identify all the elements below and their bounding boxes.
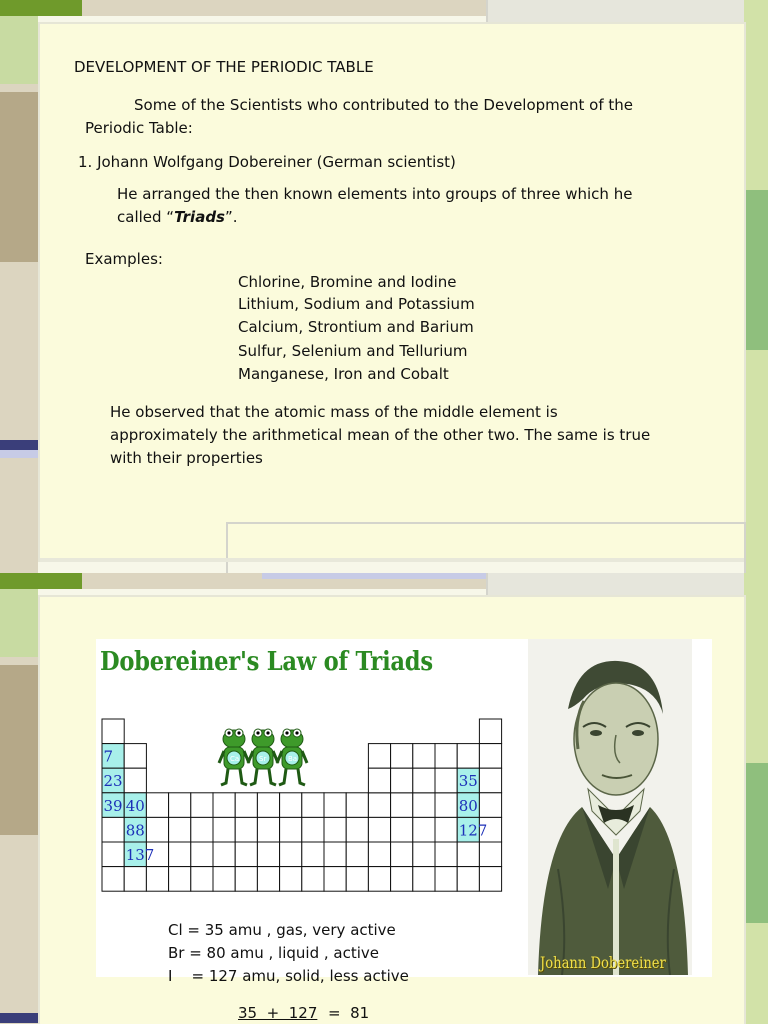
pale-blue-stripe [0,450,38,458]
table-cell [124,867,146,892]
table-cell [257,817,279,842]
table-cell [191,867,213,892]
element-mass-number: 23 [103,772,123,791]
table-cell [391,744,413,769]
observation-line: with their properties [110,449,263,467]
table-cell [413,842,435,867]
tan-block [0,92,38,262]
table-cell [413,744,435,769]
arranged-prefix: called “ [117,208,175,226]
intro-line-2: Periodic Table: [85,119,193,137]
light-green-block [0,589,38,657]
observation-line: He observed that the atomic mass of the middle element is [110,403,558,421]
element-mass-number: 7 [103,747,114,766]
table-cell [102,719,124,744]
table-cell [169,867,191,892]
frog-element-label: Ba [288,755,298,763]
calc-numerator: 35 + 127 [238,1004,318,1022]
table-cell [479,842,501,867]
element-mass-number: 39 [103,796,123,815]
frog-element-label: Sr [259,755,267,763]
table-cell [391,817,413,842]
table-cell [435,817,457,842]
table-cell [235,793,257,818]
table-cell [302,817,324,842]
table-cell [213,842,235,867]
table-cell [457,842,479,867]
element-mass-number: 137 [125,846,155,864]
table-cell [257,842,279,867]
arranged-suffix: ”. [225,208,238,226]
example-item: Sulfur, Selenium and Tellurium [238,342,468,360]
example-item: Manganese, Iron and Cobalt [238,365,449,383]
table-cell [479,768,501,793]
observation-line: approximately the arithmetical mean of the other two. The same is true [110,426,651,444]
table-cell [213,867,235,892]
tan-block [0,665,38,835]
table-cell [235,817,257,842]
bottom-right-frame [226,522,746,573]
table-cell [235,842,257,867]
frog-element-label: Ca [230,755,240,763]
illustration-title: Dobereiner's Law of Triads [100,647,433,677]
table-cell [302,793,324,818]
table-cell [435,768,457,793]
table-cell [457,867,479,892]
table-cell [146,793,168,818]
table-cell [124,768,146,793]
portrait-caption: Johann Dobereiner [540,953,666,972]
table-cell [324,817,346,842]
arranged-line-1: He arranged the then known elements into groups of three which he [117,185,633,203]
scientist-heading: 1. Johann Wolfgang Dobereiner (German scientist) [78,153,456,171]
element-mass-number: 40 [125,796,145,815]
top-strip [82,0,486,16]
table-cell [213,817,235,842]
portrait-drawing [528,639,692,975]
table-cell [324,867,346,892]
table-cell [435,744,457,769]
element-mass-number: 88 [125,821,145,840]
table-cell [435,842,457,867]
green-corner-accent [0,0,82,16]
table-cell [102,842,124,867]
table-cell [169,793,191,818]
table-cell [257,867,279,892]
table-cell [169,842,191,867]
table-cell [391,768,413,793]
table-cell [368,842,390,867]
table-cell [368,867,390,892]
table-cell [368,793,390,818]
light-green-block [0,16,38,84]
element-mass-number: 35 [458,772,478,791]
right-green-block [744,190,768,350]
table-cell [280,793,302,818]
table-cell [435,867,457,892]
table-cell [302,842,324,867]
table-cell [213,793,235,818]
table-cell [435,793,457,818]
table-cell [368,768,390,793]
table-cell [102,867,124,892]
table-cell [368,817,390,842]
fact-line: I = 127 amu, solid, less active [168,967,409,985]
table-cell [413,793,435,818]
table-cell [280,817,302,842]
table-cell [413,817,435,842]
table-cell [124,744,146,769]
table-cell [191,793,213,818]
table-cell [346,793,368,818]
left-margin-strip [0,0,38,573]
table-cell [324,842,346,867]
fact-line: Br = 80 amu , liquid , active [168,944,379,962]
table-cell [346,842,368,867]
intro-line-1: Some of the Scientists who contributed to the Development of the [134,96,634,114]
navy-stripe [0,440,38,450]
table-cell [391,793,413,818]
table-cell [102,817,124,842]
table-cell [479,793,501,818]
example-item: Lithium, Sodium and Potassium [238,295,475,313]
slide-law-of-triads [0,573,768,1024]
table-cell [280,842,302,867]
example-item: Calcium, Strontium and Barium [238,318,474,336]
dobereiner-portrait [528,639,692,975]
table-cell [413,768,435,793]
table-cell [479,867,501,892]
navy-stripe [0,1013,38,1023]
table-cell [302,867,324,892]
table-cell [280,867,302,892]
table-cell [191,842,213,867]
table-cell [169,817,191,842]
table-cell [413,867,435,892]
element-mass-number: 127 [458,821,488,840]
fact-line: Cl = 35 amu , gas, very active [168,921,396,939]
table-cell [479,744,501,769]
table-cell [324,793,346,818]
calc-result: = 81 [328,1004,370,1022]
table-cell [479,719,501,744]
right-green-block [744,763,768,923]
table-cell [146,817,168,842]
green-corner-accent [0,573,82,589]
table-cell [235,867,257,892]
table-cell [457,744,479,769]
table-cell [391,867,413,892]
table-cell [368,744,390,769]
example-item: Chlorine, Bromine and Iodine [238,273,457,291]
element-mass-number: 80 [458,796,478,815]
table-cell [391,842,413,867]
bottom-line [40,558,744,562]
table-cell [146,867,168,892]
table-cell [191,817,213,842]
arranged-line-2 [117,206,238,228]
triads-term: Triads [174,208,225,226]
table-cell [346,817,368,842]
pale-blue-stripe [262,573,492,579]
table-cell [346,867,368,892]
slide-heading: DEVELOPMENT OF THE PERIODIC TABLE [74,58,374,76]
examples-label: Examples: [85,250,163,268]
table-cell [257,793,279,818]
